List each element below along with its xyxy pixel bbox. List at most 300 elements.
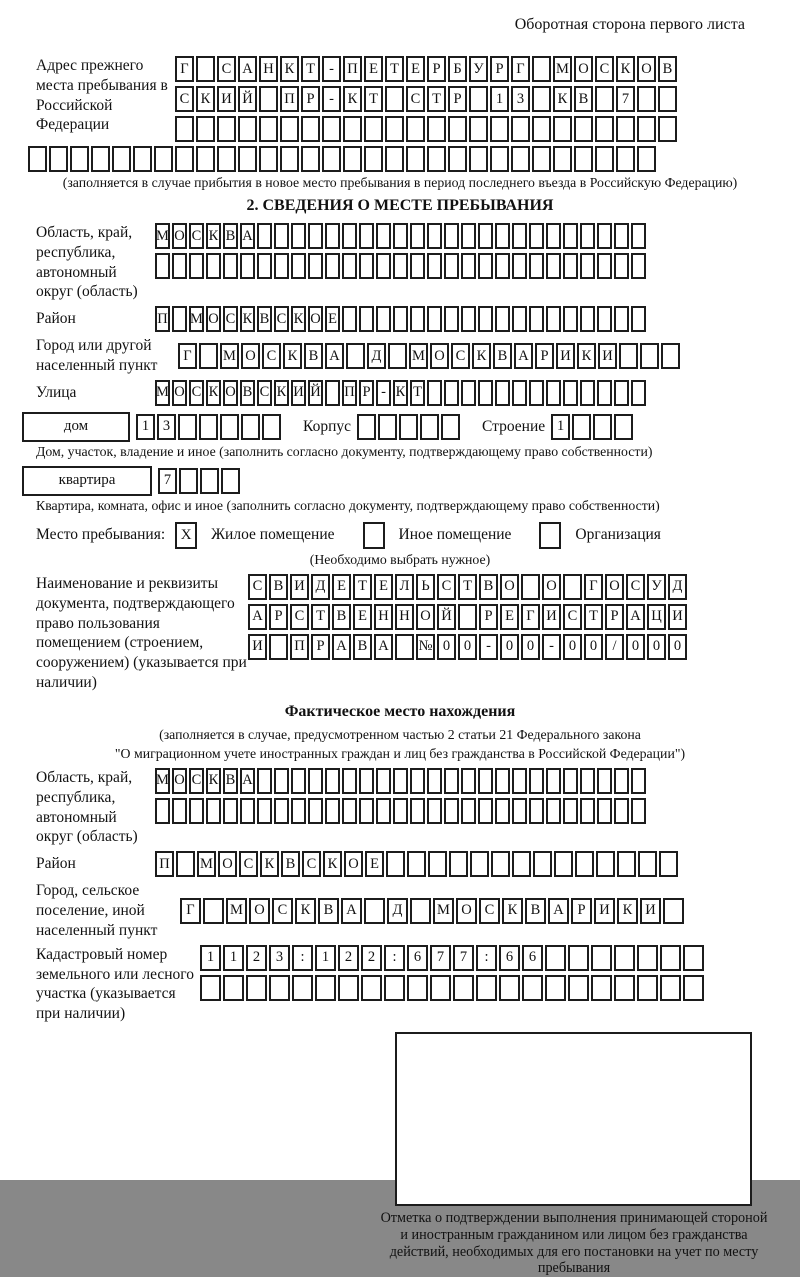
char-cell[interactable]	[444, 380, 459, 406]
char-cell[interactable]	[444, 306, 459, 332]
char-cell[interactable]: И	[668, 604, 687, 630]
char-cell[interactable]: О	[172, 380, 187, 406]
char-cell[interactable]	[469, 146, 488, 172]
char-cell[interactable]: К	[616, 56, 635, 82]
char-cell[interactable]: Т	[364, 86, 383, 112]
char-cell[interactable]: В	[574, 86, 593, 112]
char-cell[interactable]	[476, 975, 497, 1001]
char-cell[interactable]: О	[241, 343, 260, 369]
char-cell[interactable]	[580, 223, 595, 249]
char-cell[interactable]: М	[433, 898, 454, 924]
char-cell[interactable]: К	[577, 343, 596, 369]
char-cell[interactable]	[614, 414, 633, 440]
char-cell[interactable]	[563, 380, 578, 406]
char-cell[interactable]	[444, 768, 459, 794]
char-cell[interactable]: 1	[223, 945, 244, 971]
char-cell[interactable]	[280, 146, 299, 172]
char-cell[interactable]	[359, 798, 374, 824]
char-cell[interactable]: С	[563, 604, 582, 630]
char-cell[interactable]: Т	[410, 380, 425, 406]
char-cell[interactable]	[393, 798, 408, 824]
char-cell[interactable]: О	[249, 898, 270, 924]
char-cell[interactable]: У	[469, 56, 488, 82]
char-cell[interactable]	[683, 945, 704, 971]
char-cell[interactable]	[563, 574, 582, 600]
char-cell[interactable]	[469, 86, 488, 112]
char-cell[interactable]	[478, 798, 493, 824]
char-cell[interactable]: О	[344, 851, 363, 877]
char-cell[interactable]: И	[598, 343, 617, 369]
char-cell[interactable]	[384, 975, 405, 1001]
char-cell[interactable]	[512, 380, 527, 406]
char-cell[interactable]: Г	[511, 56, 530, 82]
char-cell[interactable]	[596, 851, 615, 877]
char-cell[interactable]	[342, 798, 357, 824]
char-cell[interactable]	[385, 146, 404, 172]
char-cell[interactable]	[461, 798, 476, 824]
char-cell[interactable]: Е	[500, 604, 519, 630]
char-cell[interactable]: С	[479, 898, 500, 924]
char-cell[interactable]	[568, 975, 589, 1001]
char-cell[interactable]	[196, 146, 215, 172]
char-cell[interactable]	[342, 253, 357, 279]
char-cell[interactable]: А	[325, 343, 344, 369]
char-cell[interactable]: 6	[499, 945, 520, 971]
char-cell[interactable]	[322, 116, 341, 142]
char-cell[interactable]	[461, 253, 476, 279]
char-cell[interactable]	[176, 851, 195, 877]
char-cell[interactable]: М	[220, 343, 239, 369]
char-cell[interactable]: /	[605, 634, 624, 660]
char-cell[interactable]: А	[341, 898, 362, 924]
char-cell[interactable]: О	[308, 306, 323, 332]
char-cell[interactable]	[580, 768, 595, 794]
char-cell[interactable]: О	[172, 768, 187, 794]
char-cell[interactable]: О	[430, 343, 449, 369]
char-cell[interactable]: П	[155, 306, 170, 332]
char-cell[interactable]	[444, 223, 459, 249]
char-cell[interactable]	[427, 380, 442, 406]
char-cell[interactable]	[574, 116, 593, 142]
char-cell[interactable]	[259, 146, 278, 172]
char-cell[interactable]	[572, 414, 591, 440]
char-cell[interactable]	[308, 253, 323, 279]
char-cell[interactable]	[546, 253, 561, 279]
char-cell[interactable]: И	[217, 86, 236, 112]
char-cell[interactable]	[315, 975, 336, 1001]
char-cell[interactable]	[200, 975, 221, 1001]
char-cell[interactable]	[529, 380, 544, 406]
char-cell[interactable]	[223, 253, 238, 279]
char-cell[interactable]: 7	[616, 86, 635, 112]
char-cell[interactable]: А	[240, 223, 255, 249]
char-cell[interactable]	[478, 223, 493, 249]
char-cell[interactable]	[511, 146, 530, 172]
char-cell[interactable]	[546, 768, 561, 794]
char-cell[interactable]	[189, 798, 204, 824]
char-cell[interactable]	[359, 768, 374, 794]
char-cell[interactable]	[545, 945, 566, 971]
char-cell[interactable]: 0	[500, 634, 519, 660]
char-cell[interactable]	[478, 306, 493, 332]
char-cell[interactable]	[453, 975, 474, 1001]
char-cell[interactable]: О	[542, 574, 561, 600]
char-cell[interactable]	[631, 306, 646, 332]
char-cell[interactable]	[325, 223, 340, 249]
char-cell[interactable]	[364, 898, 385, 924]
char-cell[interactable]: А	[626, 604, 645, 630]
char-cell[interactable]	[399, 414, 418, 440]
char-cell[interactable]	[575, 851, 594, 877]
char-cell[interactable]	[269, 975, 290, 1001]
char-cell[interactable]: М	[409, 343, 428, 369]
char-cell[interactable]	[406, 116, 425, 142]
char-cell[interactable]	[274, 798, 289, 824]
char-cell[interactable]: Е	[325, 306, 340, 332]
char-cell[interactable]: К	[206, 380, 221, 406]
char-cell[interactable]	[631, 768, 646, 794]
char-cell[interactable]: С	[406, 86, 425, 112]
char-cell[interactable]: В	[493, 343, 512, 369]
char-cell[interactable]: Ь	[416, 574, 435, 600]
char-cell[interactable]: Г	[584, 574, 603, 600]
char-cell[interactable]: Р	[571, 898, 592, 924]
char-cell[interactable]: И	[556, 343, 575, 369]
char-cell[interactable]: :	[292, 945, 313, 971]
char-cell[interactable]	[133, 146, 152, 172]
char-cell[interactable]: Г	[521, 604, 540, 630]
char-cell[interactable]: К	[472, 343, 491, 369]
char-cell[interactable]: 0	[563, 634, 582, 660]
char-cell[interactable]	[631, 223, 646, 249]
char-cell[interactable]: Г	[175, 56, 194, 82]
char-cell[interactable]: В	[332, 604, 351, 630]
char-cell[interactable]: П	[290, 634, 309, 660]
char-cell[interactable]: О	[574, 56, 593, 82]
char-cell[interactable]	[175, 116, 194, 142]
char-cell[interactable]	[461, 768, 476, 794]
char-cell[interactable]	[274, 253, 289, 279]
char-cell[interactable]	[196, 56, 215, 82]
char-cell[interactable]: С	[257, 380, 272, 406]
char-cell[interactable]	[178, 414, 197, 440]
char-cell[interactable]	[529, 306, 544, 332]
char-cell[interactable]	[563, 223, 578, 249]
char-cell[interactable]: О	[456, 898, 477, 924]
char-cell[interactable]	[427, 146, 446, 172]
char-cell[interactable]	[580, 798, 595, 824]
char-cell[interactable]	[172, 253, 187, 279]
char-cell[interactable]	[262, 414, 281, 440]
char-cell[interactable]: 0	[647, 634, 666, 660]
char-cell[interactable]: К	[323, 851, 342, 877]
char-cell[interactable]	[376, 768, 391, 794]
char-cell[interactable]: К	[553, 86, 572, 112]
other-premises-checkbox[interactable]	[363, 522, 385, 549]
char-cell[interactable]: С	[223, 306, 238, 332]
char-cell[interactable]	[343, 116, 362, 142]
char-cell[interactable]	[407, 975, 428, 1001]
char-cell[interactable]: О	[223, 380, 238, 406]
char-cell[interactable]	[478, 253, 493, 279]
char-cell[interactable]	[364, 116, 383, 142]
char-cell[interactable]	[512, 768, 527, 794]
char-cell[interactable]: -	[479, 634, 498, 660]
char-cell[interactable]: 0	[437, 634, 456, 660]
char-cell[interactable]	[495, 380, 510, 406]
char-cell[interactable]: Т	[584, 604, 603, 630]
char-cell[interactable]: :	[476, 945, 497, 971]
char-cell[interactable]: 0	[668, 634, 687, 660]
char-cell[interactable]: А	[548, 898, 569, 924]
char-cell[interactable]	[175, 146, 194, 172]
char-cell[interactable]: Р	[427, 56, 446, 82]
char-cell[interactable]	[529, 798, 544, 824]
char-cell[interactable]: Й	[437, 604, 456, 630]
char-cell[interactable]: Е	[406, 56, 425, 82]
char-cell[interactable]: Ц	[647, 604, 666, 630]
char-cell[interactable]	[308, 223, 323, 249]
char-cell[interactable]	[376, 798, 391, 824]
char-cell[interactable]: К	[295, 898, 316, 924]
char-cell[interactable]: В	[223, 223, 238, 249]
char-cell[interactable]	[640, 343, 659, 369]
char-cell[interactable]	[291, 768, 306, 794]
char-cell[interactable]	[469, 116, 488, 142]
char-cell[interactable]	[308, 768, 323, 794]
char-cell[interactable]: М	[553, 56, 572, 82]
char-cell[interactable]: К	[274, 380, 289, 406]
char-cell[interactable]	[172, 798, 187, 824]
char-cell[interactable]: В	[318, 898, 339, 924]
char-cell[interactable]	[241, 414, 260, 440]
char-cell[interactable]	[346, 343, 365, 369]
char-cell[interactable]	[614, 768, 629, 794]
char-cell[interactable]	[410, 223, 425, 249]
char-cell[interactable]	[495, 306, 510, 332]
char-cell[interactable]	[595, 86, 614, 112]
char-cell[interactable]	[631, 380, 646, 406]
char-cell[interactable]	[291, 223, 306, 249]
char-cell[interactable]	[597, 306, 612, 332]
char-cell[interactable]: В	[240, 380, 255, 406]
char-cell[interactable]: О	[605, 574, 624, 600]
char-cell[interactable]: С	[248, 574, 267, 600]
char-cell[interactable]: В	[281, 851, 300, 877]
char-cell[interactable]	[529, 223, 544, 249]
char-cell[interactable]: О	[172, 223, 187, 249]
char-cell[interactable]: 0	[521, 634, 540, 660]
char-cell[interactable]	[91, 146, 110, 172]
char-cell[interactable]	[410, 306, 425, 332]
char-cell[interactable]	[546, 380, 561, 406]
char-cell[interactable]	[512, 798, 527, 824]
char-cell[interactable]	[199, 343, 218, 369]
char-cell[interactable]	[407, 851, 426, 877]
char-cell[interactable]	[532, 116, 551, 142]
char-cell[interactable]	[461, 223, 476, 249]
char-cell[interactable]: 2	[338, 945, 359, 971]
char-cell[interactable]	[49, 146, 68, 172]
char-cell[interactable]	[553, 116, 572, 142]
char-cell[interactable]	[495, 798, 510, 824]
char-cell[interactable]	[631, 253, 646, 279]
char-cell[interactable]: В	[269, 574, 288, 600]
char-cell[interactable]	[428, 851, 447, 877]
char-cell[interactable]: К	[206, 768, 221, 794]
char-cell[interactable]	[458, 604, 477, 630]
char-cell[interactable]	[325, 253, 340, 279]
char-cell[interactable]	[546, 798, 561, 824]
char-cell[interactable]	[597, 798, 612, 824]
char-cell[interactable]	[490, 146, 509, 172]
char-cell[interactable]: С	[595, 56, 614, 82]
char-cell[interactable]	[386, 851, 405, 877]
char-cell[interactable]	[427, 116, 446, 142]
char-cell[interactable]: М	[197, 851, 216, 877]
char-cell[interactable]	[658, 86, 677, 112]
char-cell[interactable]	[591, 975, 612, 1001]
char-cell[interactable]	[217, 116, 236, 142]
char-cell[interactable]	[554, 851, 573, 877]
char-cell[interactable]	[342, 223, 357, 249]
char-cell[interactable]: К	[196, 86, 215, 112]
char-cell[interactable]: Р	[490, 56, 509, 82]
char-cell[interactable]: И	[290, 574, 309, 600]
char-cell[interactable]: Т	[427, 86, 446, 112]
char-cell[interactable]	[512, 851, 531, 877]
char-cell[interactable]: П	[280, 86, 299, 112]
char-cell[interactable]	[112, 146, 131, 172]
char-cell[interactable]: С	[437, 574, 456, 600]
char-cell[interactable]: С	[290, 604, 309, 630]
char-cell[interactable]	[495, 253, 510, 279]
char-cell[interactable]	[597, 768, 612, 794]
char-cell[interactable]: 3	[269, 945, 290, 971]
char-cell[interactable]	[308, 798, 323, 824]
char-cell[interactable]: Р	[301, 86, 320, 112]
char-cell[interactable]	[616, 116, 635, 142]
char-cell[interactable]: М	[155, 380, 170, 406]
char-cell[interactable]	[338, 975, 359, 1001]
char-cell[interactable]	[199, 414, 218, 440]
char-cell[interactable]	[325, 798, 340, 824]
char-cell[interactable]	[659, 851, 678, 877]
char-cell[interactable]: Р	[311, 634, 330, 660]
char-cell[interactable]	[240, 798, 255, 824]
char-cell[interactable]	[512, 223, 527, 249]
char-cell[interactable]	[663, 898, 684, 924]
char-cell[interactable]	[660, 945, 681, 971]
char-cell[interactable]	[393, 253, 408, 279]
char-cell[interactable]	[616, 146, 635, 172]
char-cell[interactable]: С	[451, 343, 470, 369]
char-cell[interactable]	[342, 768, 357, 794]
char-cell[interactable]	[580, 306, 595, 332]
char-cell[interactable]: И	[640, 898, 661, 924]
char-cell[interactable]	[172, 306, 187, 332]
char-cell[interactable]	[301, 146, 320, 172]
char-cell[interactable]: П	[342, 380, 357, 406]
char-cell[interactable]	[393, 768, 408, 794]
char-cell[interactable]: С	[189, 223, 204, 249]
char-cell[interactable]: :	[384, 945, 405, 971]
char-cell[interactable]	[563, 253, 578, 279]
char-cell[interactable]: М	[155, 768, 170, 794]
char-cell[interactable]: Р	[448, 86, 467, 112]
char-cell[interactable]	[563, 798, 578, 824]
char-cell[interactable]	[257, 798, 272, 824]
char-cell[interactable]	[203, 898, 224, 924]
char-cell[interactable]: С	[189, 380, 204, 406]
char-cell[interactable]	[430, 975, 451, 1001]
char-cell[interactable]: Р	[359, 380, 374, 406]
char-cell[interactable]: 0	[458, 634, 477, 660]
char-cell[interactable]	[259, 86, 278, 112]
char-cell[interactable]	[427, 253, 442, 279]
char-cell[interactable]: В	[525, 898, 546, 924]
char-cell[interactable]	[257, 768, 272, 794]
char-cell[interactable]	[553, 146, 572, 172]
char-cell[interactable]: С	[262, 343, 281, 369]
char-cell[interactable]: Н	[259, 56, 278, 82]
char-cell[interactable]	[478, 768, 493, 794]
char-cell[interactable]	[461, 306, 476, 332]
char-cell[interactable]: К	[343, 86, 362, 112]
char-cell[interactable]: Д	[668, 574, 687, 600]
char-cell[interactable]	[470, 851, 489, 877]
char-cell[interactable]	[280, 116, 299, 142]
char-cell[interactable]	[614, 975, 635, 1001]
char-cell[interactable]: Л	[395, 574, 414, 600]
char-cell[interactable]	[545, 975, 566, 1001]
char-cell[interactable]	[223, 975, 244, 1001]
char-cell[interactable]	[614, 945, 635, 971]
char-cell[interactable]: Н	[395, 604, 414, 630]
char-cell[interactable]: К	[260, 851, 279, 877]
char-cell[interactable]	[614, 380, 629, 406]
char-cell[interactable]: Е	[364, 56, 383, 82]
char-cell[interactable]: С	[302, 851, 321, 877]
char-cell[interactable]: Т	[458, 574, 477, 600]
char-cell[interactable]: В	[223, 768, 238, 794]
char-cell[interactable]	[490, 116, 509, 142]
char-cell[interactable]: -	[542, 634, 561, 660]
char-cell[interactable]: 2	[361, 945, 382, 971]
char-cell[interactable]	[240, 253, 255, 279]
char-cell[interactable]: П	[155, 851, 174, 877]
char-cell[interactable]: И	[542, 604, 561, 630]
char-cell[interactable]	[359, 306, 374, 332]
char-cell[interactable]	[580, 253, 595, 279]
char-cell[interactable]	[614, 798, 629, 824]
char-cell[interactable]	[619, 343, 638, 369]
char-cell[interactable]	[221, 468, 240, 494]
char-cell[interactable]: 6	[407, 945, 428, 971]
char-cell[interactable]	[154, 146, 173, 172]
char-cell[interactable]	[342, 306, 357, 332]
char-cell[interactable]	[532, 56, 551, 82]
char-cell[interactable]: С	[272, 898, 293, 924]
char-cell[interactable]: М	[226, 898, 247, 924]
char-cell[interactable]: С	[217, 56, 236, 82]
char-cell[interactable]: Р	[269, 604, 288, 630]
char-cell[interactable]	[376, 253, 391, 279]
char-cell[interactable]	[593, 414, 612, 440]
char-cell[interactable]	[246, 975, 267, 1001]
char-cell[interactable]: Й	[308, 380, 323, 406]
char-cell[interactable]	[546, 223, 561, 249]
